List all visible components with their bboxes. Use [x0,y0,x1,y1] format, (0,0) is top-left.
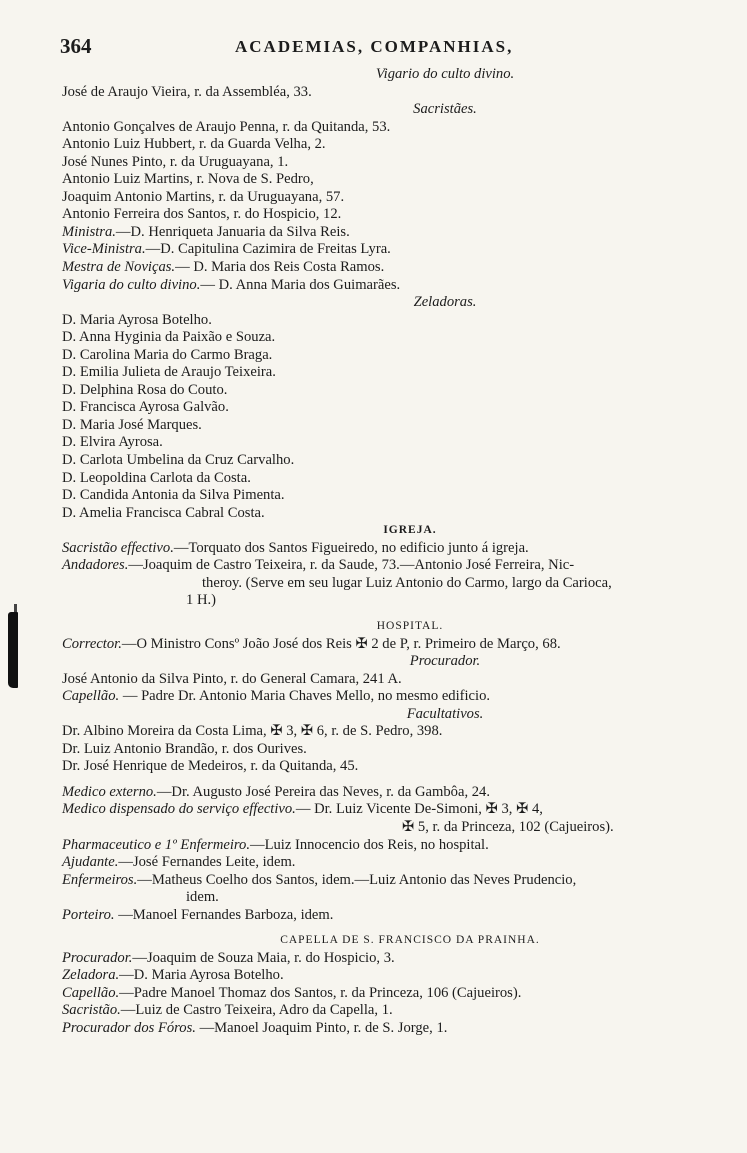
role-label: Porteiro. [62,906,115,923]
rose-order-icon: ✠ [516,801,529,818]
text-line: theroy. (Serve em seu lugar Luiz Antonio do Carmo, largo da Carioca, [202,574,612,591]
role-label: Andadores. [62,557,129,574]
role-label: Sacristão. [62,1002,121,1019]
cross-order-icon: ✠ [485,801,498,818]
entry-text: —Luiz de Castro Teixeira, Adro da Capella, 1. [120,1002,393,1019]
text-line [62,557,698,575]
text-line [62,967,698,985]
list-item: D. Emilia Julieta de Araujo Teixeira. [62,364,276,381]
role-label: Mestra de Noviças. [62,259,176,276]
text-line: José Antonio da Silva Pinto, r. do General Camara, 241 A. [62,670,402,687]
list-item: D. Leopoldina Carlota da Costa. [62,469,251,486]
entry-text: —Joaquim de Souza Maia, r. do Hospicio, 3. [132,949,395,966]
list-item: D. Elvira Ayrosa. [62,434,163,451]
list-item: D. Francisca Ayrosa Galvão. [62,399,229,416]
section-heading: Zeladoras. [413,294,477,311]
entry-text: —Matheus Coelho dos Santos, idem.—Luiz Antonio das Neves Prudencio, [137,871,577,888]
text-line [62,872,698,890]
list-item: D. Delphina Rosa do Couto. [62,381,228,398]
role-label: Capellão. [62,688,120,705]
text-line [62,688,698,706]
text-line [62,784,698,802]
entry-text: —Padre Manoel Thomaz dos Santos, r. da Princeza, 106 (Cajueiros). [119,984,522,1001]
entry-text: —Manoel Fernandes Barboza, idem. [114,906,334,923]
page-number: 364 [60,34,92,58]
text-line [62,241,698,259]
text-line [62,224,698,242]
text-line [62,723,698,741]
entry-text: —Luiz Innocencio dos Reis, no hospital. [249,836,489,853]
entry-text: 3, [501,801,513,818]
role-label: Medico externo. [62,783,157,800]
section-heading: Vigario do culto divino. [375,66,515,82]
section-heading: CAPELLA DE S. FRANCISCO DA PRAINHA. [280,934,540,947]
entry-text: 4, [532,801,543,818]
entry-text: —D. Maria Ayrosa Botelho. [119,967,284,984]
list-item: D. Maria Ayrosa Botelho. [62,311,212,328]
role-label: Medico dispensado do serviço effectivo. [62,801,296,818]
text-line: Dr. José Henrique de Medeiros, r. da Quitanda, 45. [62,758,359,775]
entry-text: —D. Capitulina Cazimira de Freitas Lyra. [145,241,391,258]
section-heading: Procurador. [409,653,481,670]
entry-text: —Dr. Augusto José Pereira das Neves, r. da Gambôa, 24. [156,783,490,800]
text-line: Joaquim Antonio Martins, r. da Uruguayana, 57. [62,188,345,205]
section-heading: Sacristães. [413,101,477,118]
text-line: Antonio Luiz Hubbert, r. da Guarda Velha, 2. [62,136,326,153]
list-item: D. Maria José Marques. [62,416,202,433]
role-label: Vigaria do culto divino. [62,276,201,293]
list-item: D. Carlota Umbelina da Cruz Carvalho. [62,452,295,469]
text-line: 1 H.) [186,592,216,609]
section-heading: HOSPITAL. [376,619,444,632]
cross-order-icon: ✠ [355,635,368,652]
entry-text: — D. Maria dos Reis Costa Ramos. [175,259,385,276]
role-label: Procurador dos Fóros. [62,1019,196,1036]
role-label: Ajudante. [62,854,119,871]
text-line [62,837,698,855]
entry-text: —Joaquim de Castro Teixeira, r. da Saude, 73.—Antonio José Ferreira, Nic- [128,557,575,574]
scan-artifact [14,604,17,612]
text-line [62,819,698,837]
text-line [62,801,698,819]
entry-text: — Padre Dr. Antonio Maria Chaves Mello, no mesmo edificio. [119,688,491,705]
entry-text: 6, r. de S. Pedro, 398. [316,723,443,740]
scan-artifact [8,612,18,688]
text-line: Antonio Gonçalves de Araujo Penna, r. da Quitanda, 53. [62,118,391,135]
role-label: Capellão. [62,984,120,1001]
role-label: Vice-Ministra. [62,241,146,258]
text-line: idem. [186,889,219,906]
text-line [62,636,698,654]
text-line: Dr. Luiz Antonio Brandão, r. dos Ourives. [62,740,307,757]
role-label: Sacristão effectivo. [62,539,174,556]
entry-text: —Torquato dos Santos Figueiredo, no edificio junto á igreja. [173,539,529,556]
text-line [62,854,698,872]
text-line: Antonio Ferreira dos Santos, r. do Hospicio, 12. [62,206,342,223]
entry-text: 2 de P, r. Primeiro de Março, 68. [371,635,561,652]
text-line [62,907,698,925]
role-label: Corrector. [62,635,122,652]
page-body [62,66,698,1038]
text-line [62,1002,698,1020]
section-heading: Facultativos. [406,705,484,722]
rose-order-icon: ✠ [402,818,415,835]
entry-text: —Manoel Joaquim Pinto, r. de S. Jorge, 1. [195,1019,448,1036]
rose-order-icon: ✠ [300,723,314,740]
cross-order-icon: ✠ [270,723,283,740]
text-line [62,540,698,558]
list-item: D. Amelia Francisca Cabral Costa. [62,504,265,521]
entry-text: 3, [286,723,298,740]
role-label: Zeladora. [62,967,120,984]
text-line [62,985,698,1003]
text-line [62,1020,698,1038]
role-label: Ministra. [62,223,116,240]
list-item: D. Anna Hyginia da Paixão e Souza. [62,329,276,346]
text-line [62,259,698,277]
entry-text: 5, r. da Princeza, 102 (Cajueiros). [417,818,614,835]
role-label: Procurador. [62,949,133,966]
entry-text: Dr. Albino Moreira da Costa Lima, [62,723,267,740]
entry-text: — Dr. Luiz Vicente De-Simoni, [295,801,482,818]
entry-text: —José Fernandes Leite, idem. [118,854,296,871]
entry-text: —O Ministro Consº João José dos Reis [121,635,352,652]
entry-text: — D. Anna Maria dos Guimarães. [200,276,401,293]
text-line: Antonio Luiz Martins, r. Nova de S. Pedro, [62,171,314,188]
text-line [62,950,698,968]
running-title: ACADEMIAS, COMPANHIAS, [235,37,514,56]
text-line: José de Araujo Vieira, r. da Assembléa, 33. [62,83,312,100]
role-label: Enfermeiros. [62,871,138,888]
role-label: Pharmaceutico e 1º Enfermeiro. [62,836,250,853]
entry-text: —D. Henriqueta Januaria da Silva Reis. [115,223,350,240]
page-header [60,34,700,60]
section-heading: IGREJA. [383,524,437,537]
text-line: José Nunes Pinto, r. da Uruguayana, 1. [62,153,289,170]
list-item: D. Candida Antonia da Silva Pimenta. [62,487,285,504]
text-line [62,277,698,295]
list-item: D. Carolina Maria do Carmo Braga. [62,346,273,363]
